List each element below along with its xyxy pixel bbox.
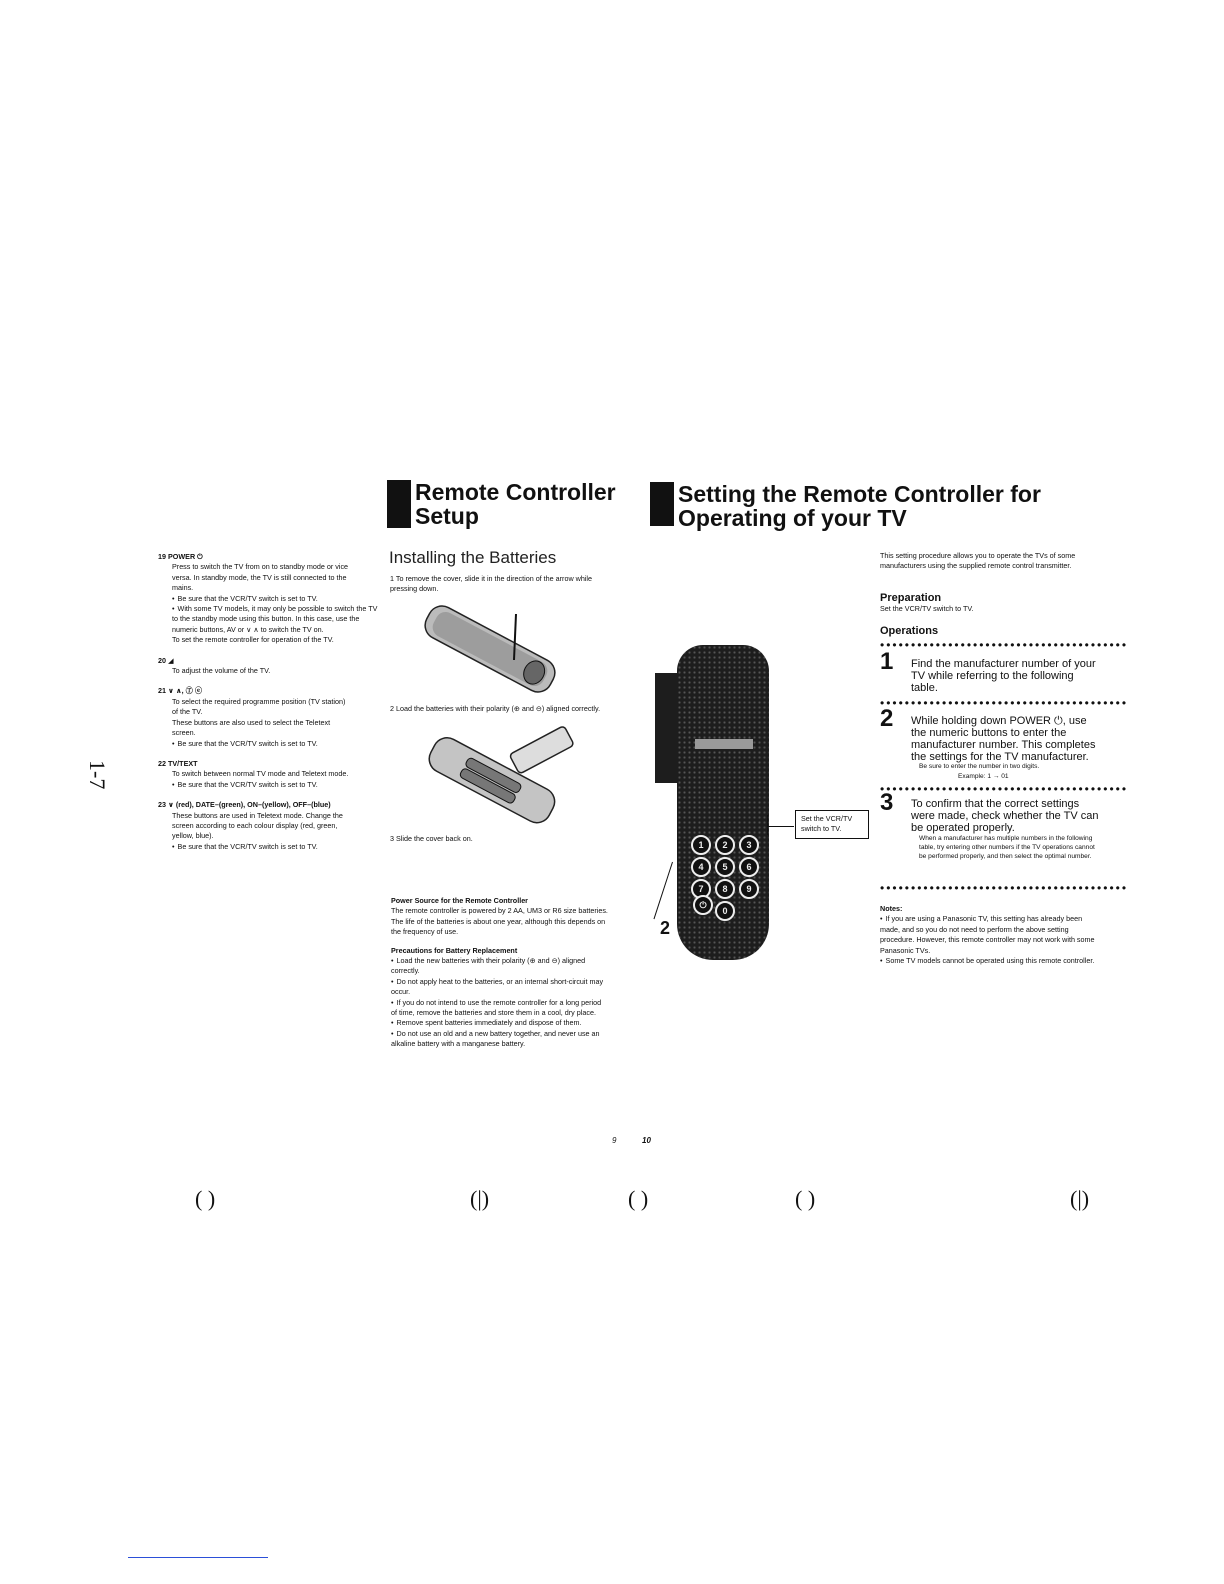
page-number-left: 9 — [612, 1136, 617, 1145]
desc-line: yellow, blue). — [172, 831, 214, 841]
desc-bullet: • Be sure that the VCR/TV switch is set to TV. — [158, 842, 378, 852]
power-button: ⏻ — [693, 895, 713, 915]
desc-item-22 — [158, 759, 378, 790]
desc-line: To set the remote controller for operation of the TV. — [172, 635, 334, 645]
callout-number: 2 — [660, 918, 671, 938]
callout-line — [768, 826, 794, 827]
setting-title-line2: Operating of your TV — [678, 505, 907, 531]
preparation-text: Set the VCR/TV switch to TV. — [880, 604, 974, 613]
power-source-title: Power Source for the Remote Controller — [391, 896, 528, 905]
vcr-tv-callout: Set the VCR/TV switch to TV. — [795, 810, 869, 839]
remote-function-keys — [695, 739, 753, 749]
remote-key: 2 — [715, 835, 735, 855]
precaution-item: • If you do not intend to use the remote controller for a long period of time, remove the batteries and store them in a cool, dry place. — [391, 998, 609, 1019]
desc-bullet: • Be sure that the VCR/TV switch is set to TV. — [158, 594, 378, 604]
divider-dots: •••••••••••••••••••••••••••••••••••••••• — [880, 696, 1129, 710]
desc-line: To select the required programme position (TV station) — [172, 696, 346, 706]
remote-key: 6 — [739, 857, 759, 877]
desc-item-20 — [158, 656, 378, 677]
power-source-section — [391, 896, 609, 1050]
step-3-text: To confirm that the correct settings were made, check whether the TV can be operated properly. — [911, 798, 1099, 834]
desc-item-19 — [158, 552, 378, 646]
setup-heading — [387, 480, 616, 528]
installing-batteries-subtitle: Installing the Batteries — [389, 548, 557, 567]
desc-line: versa. In standby mode, the TV is still connected to the — [172, 572, 347, 582]
step-3-note: When a manufacturer has multiple numbers in the following table, try entering other numbers if the TV operations cannot be performed properly, and then select the optimal number. — [919, 835, 1095, 860]
step-2-example: Example: 1 → 01 — [958, 773, 1009, 780]
preparation-title: Preparation — [880, 592, 942, 604]
remote-key: 4 — [691, 857, 711, 877]
remote-key: 5 — [715, 857, 735, 877]
bottom-rule — [128, 1557, 268, 1558]
operations-title: Operations — [880, 625, 939, 637]
note-item: • If you are using a Panasonic TV, this setting has already been made, and so you do not need to perform the above setting procedure. However, this remote controller may not work with some Panasonic TVs. — [880, 914, 1098, 956]
desc-bullet: • Be sure that the VCR/TV switch is set to TV. — [158, 780, 378, 790]
desc-head: 20 ◢ — [158, 655, 174, 665]
margin-page-label: 1-7 — [85, 760, 110, 790]
step-1-number: 1 — [880, 648, 894, 675]
desc-line: mains. — [172, 583, 194, 593]
footer-mark: ( ) — [628, 1186, 649, 1211]
step-2-note: Be sure to enter the number in two digits. — [919, 763, 1040, 770]
desc-line: To switch between normal TV mode and Teletext mode. — [172, 769, 349, 779]
notes-section — [880, 904, 1098, 966]
desc-line: screen. — [172, 728, 196, 738]
setting-title-line1: Setting the Remote Controller for — [678, 481, 1041, 507]
desc-line: To adjust the volume of the TV. — [172, 666, 271, 676]
precautions-title: Precautions for Battery Replacement — [391, 945, 518, 955]
precaution-item: • Do not apply heat to the batteries, or an internal short-circuit may occur. — [391, 977, 609, 998]
setup-title-line2: Setup — [415, 503, 479, 529]
remote-key: 7 — [691, 879, 711, 899]
remote-key: 0 — [715, 901, 735, 921]
footer-mark: ( ) — [795, 1186, 816, 1211]
divider-dots: •••••••••••••••••••••••••••••••••••••••• — [880, 881, 1129, 895]
desc-line: These buttons are also used to select the Teletext — [172, 717, 331, 727]
divider-dots: •••••••••••••••••••••••••••••••••••••••• — [880, 782, 1129, 796]
power-source-text: The remote controller is powered by 2 AA, UM3 or R6 size batteries. The life of the batteries is about one year, although this depends on the frequency of use. — [391, 906, 608, 937]
step-1-text: Find the manufacturer number of your TV while referring to the following table. — [911, 658, 1096, 694]
remote-key: 9 — [739, 879, 759, 899]
divider-dots: •••••••••••••••••••••••••••••••••••••••• — [880, 638, 1129, 652]
button-descriptions — [158, 552, 378, 862]
battery-step-3: 3 Slide the cover back on. — [390, 834, 473, 843]
precaution-item: • Do not use an old and a new battery together, and never use an alkaline battery with a manganese battery. — [391, 1029, 609, 1050]
setting-intro: This setting procedure allows you to operate the TVs of some manufacturers using the supplied remote control transmitter. — [880, 551, 1076, 571]
step-2-number: 2 — [880, 705, 894, 732]
note-item: • Some TV models cannot be operated using this remote controller. — [880, 956, 1098, 966]
footer-mark: ( ) — [195, 1186, 216, 1211]
desc-line: Press to switch the TV from on to standby mode or vice — [172, 562, 349, 572]
setup-title-line1: Remote Controller — [415, 479, 616, 505]
desc-line: screen according to each colour display (red, green, — [172, 820, 338, 830]
desc-head: 19 POWER ⏻ — [158, 552, 203, 561]
setting-heading — [650, 482, 1041, 530]
desc-head: 21 ∨ ∧, Ⓣ ⓔ — [158, 686, 203, 696]
desc-item-23 — [158, 800, 378, 852]
desc-bullet: • Be sure that the VCR/TV switch is set to TV. — [158, 739, 378, 749]
desc-item-21 — [158, 686, 378, 748]
precaution-item: • Remove spent batteries immediately and dispose of them. — [391, 1018, 609, 1028]
footer-mark: (|) — [1070, 1186, 1090, 1211]
step-2-text: While holding down POWER ⏻, use the numeric buttons to enter the manufacturer number. This completes the settings for the TV manufacturer. — [911, 715, 1096, 763]
footer-mark: (|) — [470, 1186, 490, 1211]
heading-bar — [387, 480, 411, 528]
callout-arrow — [767, 815, 768, 835]
desc-line: of the TV. — [172, 707, 203, 717]
remote-key: 1 — [691, 835, 711, 855]
desc-head: 23 ∨ (red), DATE–(green), ON–(yellow), OFF–(blue) — [158, 800, 331, 810]
battery-step-1: 1 To remove the cover, slide it in the direction of the arrow while pressing down. — [390, 574, 593, 594]
remote-cover-illustration — [410, 604, 570, 694]
remote-controller-picture — [655, 645, 775, 960]
battery-step-2: 2 Load the batteries with their polarity (⊕ and ⊖) aligned correctly. — [390, 704, 601, 713]
step-3-number: 3 — [880, 789, 894, 816]
page-number-right: 10 — [642, 1136, 651, 1145]
precaution-item: • Load the new batteries with their polarity (⊕ and ⊖) aligned correctly. — [391, 956, 609, 977]
remote-key: 3 — [739, 835, 759, 855]
desc-head: 22 TV/TEXT — [158, 758, 198, 768]
desc-bullet: • With some TV models, it may only be possible to switch the TV to the standby mode using this button. In this case, use the numeric buttons, AV or ∨ ∧ to switch the TV on. — [158, 604, 378, 635]
battery-load-illustration — [420, 728, 580, 828]
heading-bar — [650, 482, 674, 526]
desc-line: These buttons are used in Teletext mode. Change the — [172, 810, 343, 820]
remote-key: 8 — [715, 879, 735, 899]
notes-title: Notes: — [880, 904, 903, 913]
